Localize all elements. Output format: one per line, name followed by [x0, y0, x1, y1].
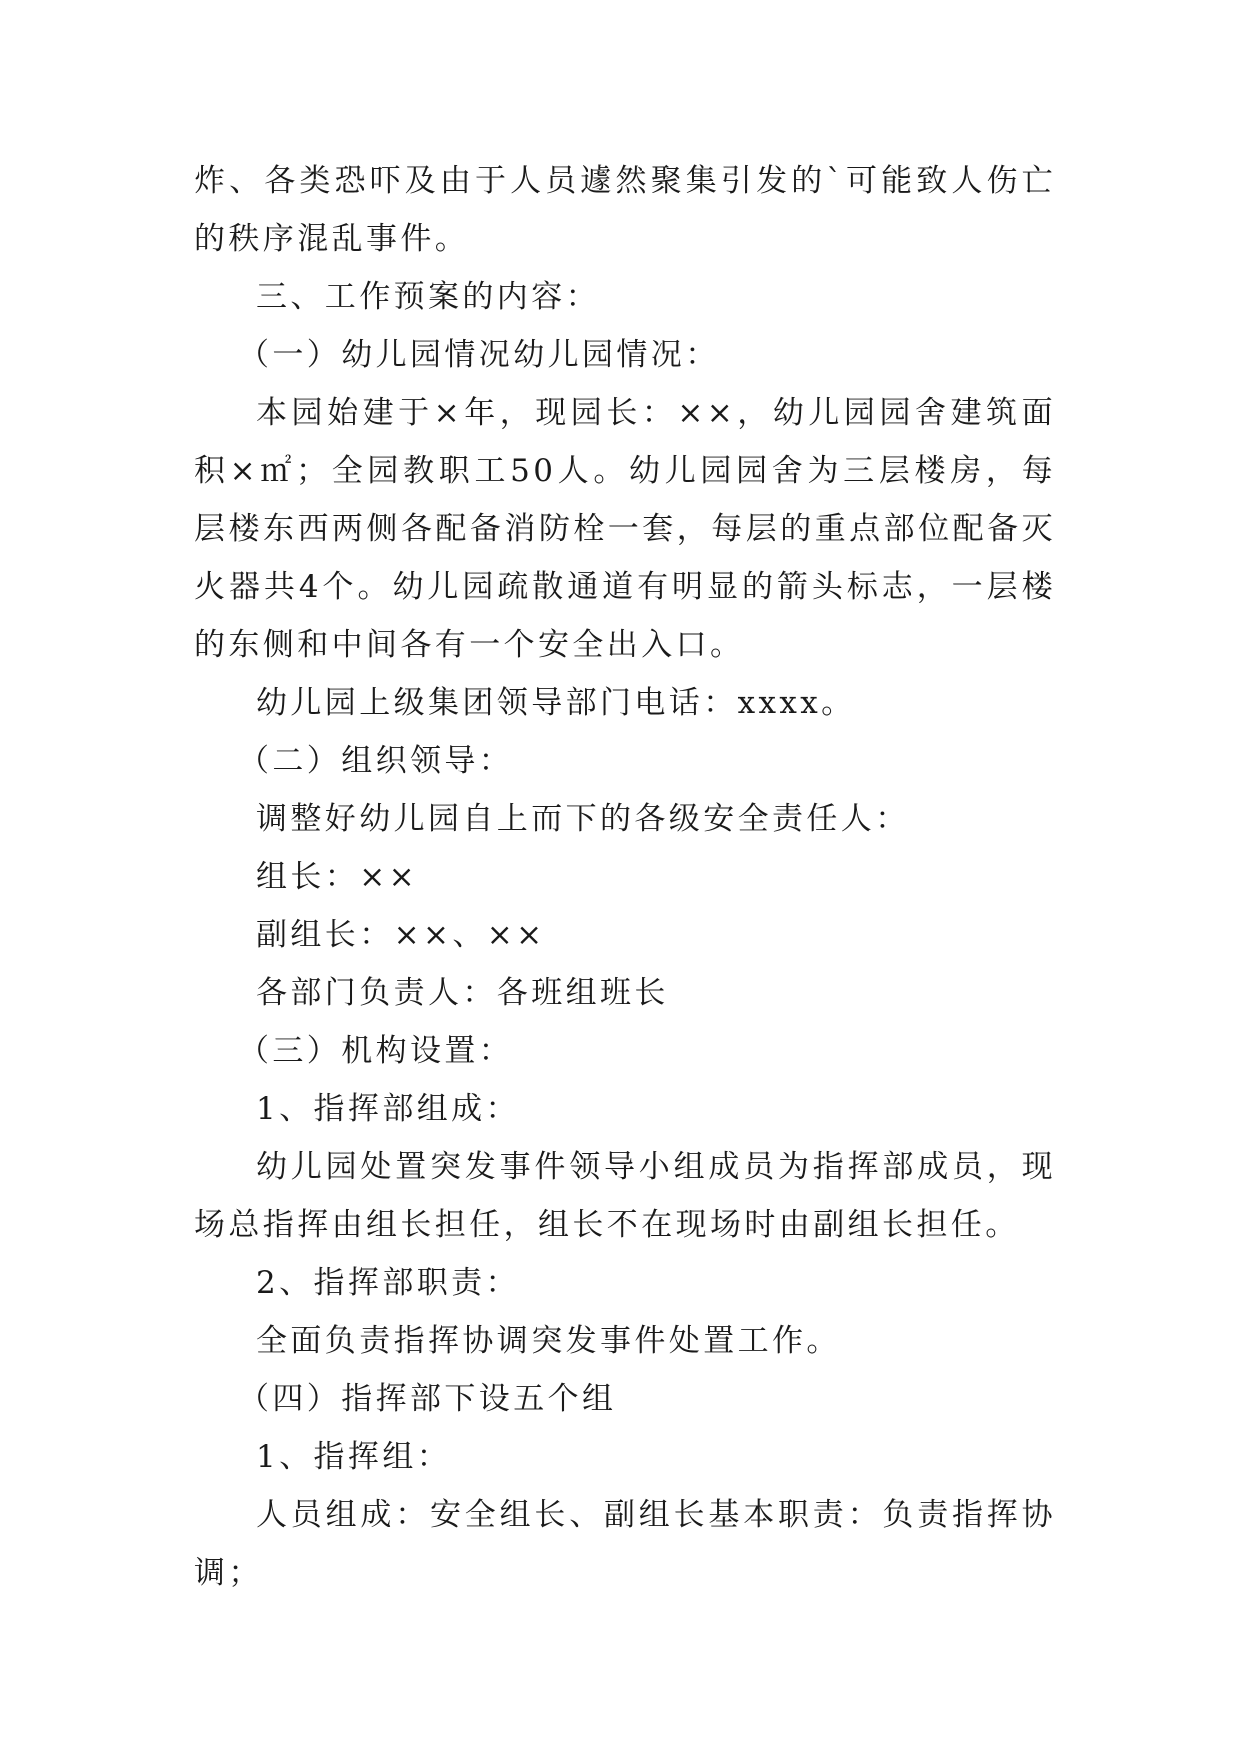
- paragraph-group-leader: 组长：××: [256, 859, 418, 895]
- paragraph-department-heads: 各部门负责人：各班组班长: [256, 975, 669, 1011]
- heading-organization-leadership: （二）组织领导：: [238, 743, 514, 779]
- heading-command-duties: 2、指挥部职责：: [256, 1265, 520, 1301]
- heading-institution-setup: （三）机构设置：: [238, 1033, 514, 1069]
- document-page: [194, 152, 1056, 1602]
- paragraph-responsible-persons: 调整好幼儿园自上而下的各级安全责任人：: [256, 801, 910, 837]
- paragraph-incident-scope: 炸、各类恐吓及由于人员遽然聚集引发的`可能致人伤亡的秩序混乱事件。: [194, 163, 1056, 257]
- paragraph-command-duties: 全面负责指挥协调突发事件处置工作。: [256, 1323, 841, 1359]
- heading-kindergarten-situation: （一）幼儿园情况幼儿园情况：: [238, 337, 720, 373]
- heading-plan-content: 三、工作预案的内容：: [256, 279, 600, 315]
- paragraph-kindergarten-description: 本园始建于×年，现园长：××，幼儿园园舍建筑面积×㎡；全园教职工50人。幼儿园园舍为三层楼房，每层楼东西两侧各配备消防栓一套，每层的重点部位配备灭火器共4个。幼儿园疏散通道有明显的箭头标志，一层楼的东侧和中间各有一个安全出入口。: [194, 395, 1056, 663]
- paragraph-command-group-members: 人员组成：安全组长、副组长基本职责：负责指挥协调；: [194, 1497, 1056, 1591]
- paragraph-deputy-leader: 副组长：××、××: [256, 917, 546, 953]
- heading-command-group: 1、指挥组：: [256, 1439, 452, 1475]
- paragraph-contact-phone: 幼儿园上级集团领导部门电话：xxxx。: [256, 685, 856, 721]
- heading-command-composition: 1、指挥部组成：: [256, 1091, 520, 1127]
- heading-five-groups: （四）指挥部下设五个组: [238, 1381, 617, 1417]
- paragraph-command-members: 幼儿园处置突发事件领导小组成员为指挥部成员，现场总指挥由组长担任，组长不在现场时由副组长担任。: [194, 1149, 1056, 1243]
